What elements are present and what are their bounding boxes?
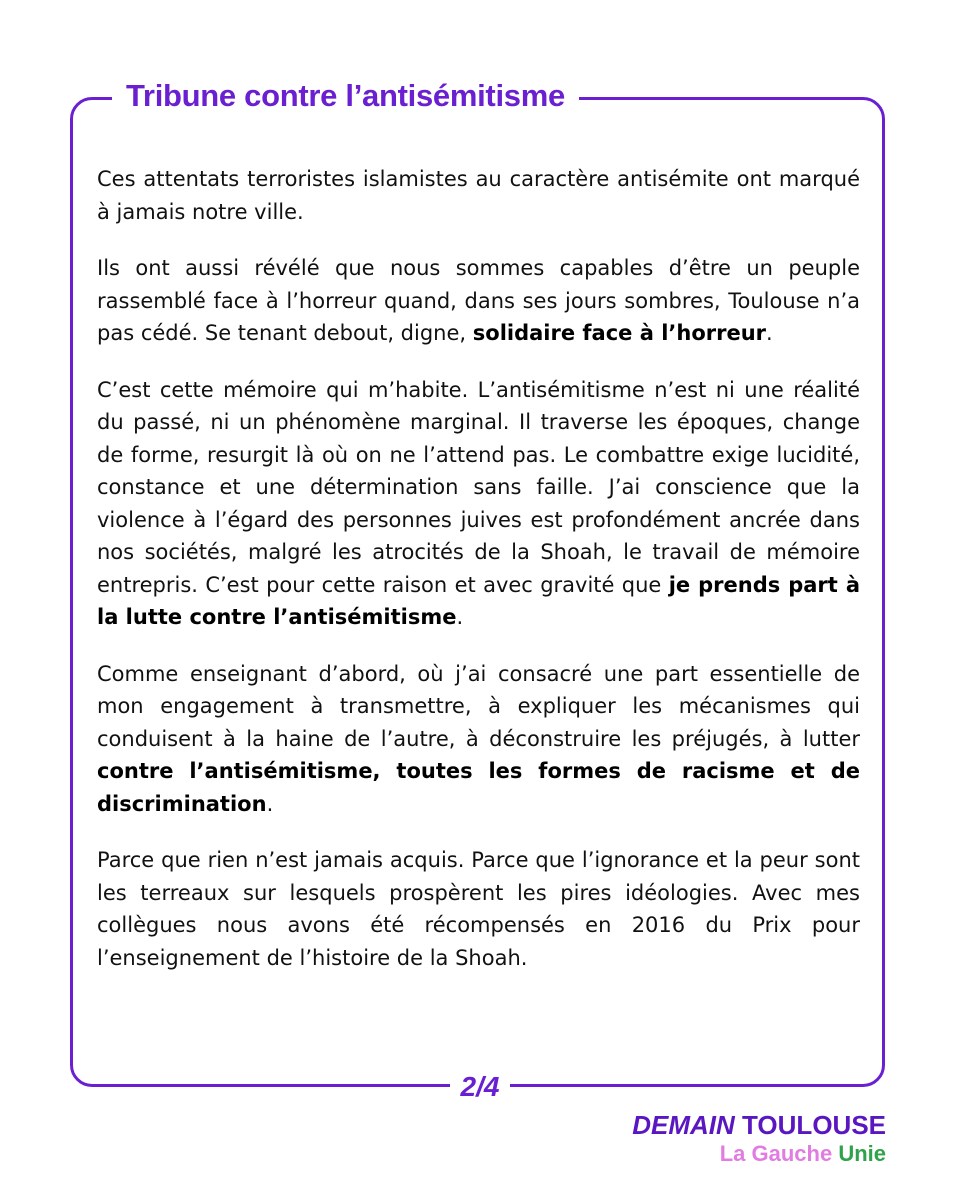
- brand-logo: [632, 1110, 886, 1168]
- paragraph: [97, 252, 860, 350]
- header: [112, 74, 579, 118]
- brand-unie: Unie: [838, 1141, 886, 1166]
- brand-la-gauche: La Gauche: [719, 1141, 839, 1166]
- paragraph-text: Ces attentats terroristes islamistes au caractère antisémite ont marqué à jamais notre ville.: [97, 167, 860, 224]
- brand-tagline: [632, 1140, 886, 1168]
- brand-demain: DEMAIN: [632, 1110, 735, 1140]
- paragraph-text: .: [766, 321, 773, 345]
- page-title: Tribune contre l’antisémitisme: [126, 78, 565, 113]
- paragraph-text: .: [266, 791, 274, 816]
- paragraph-text: Parce que rien n’est jamais acquis. Parce que l’ignorance et la peur sont les terreaux sur lesquels prospèrent les pires idéologies. Avec mes collègues nous avons été récompensés en 2016 du Prix pour l’enseignement de l’histoire de la Shoah.: [97, 848, 860, 970]
- paragraph: [97, 844, 860, 974]
- emphasis-text: solidaire face à l’horreur: [472, 321, 767, 345]
- paragraph: [97, 658, 860, 821]
- paragraph-text: C’est cette mémoire qui m’habite. L’antisémitisme n’est ni une réalité du passé, ni un phénomène marginal. Il traverse les époques, change de forme, resurgit là où on ne l’attend pas. Le combattre exige lucidité, constance et une détermination sans faille. J’ai conscience que la violence à l’égard des personnes juives est profondément ancrée dans nos sociétés, malgré les atrocités de la Shoah, le travail de mémoire entrepris. C’est pour cette raison et avec gravité que: [97, 377, 860, 597]
- pagination: [450, 1068, 510, 1106]
- emphasis-text: contre l’antisémitisme, toutes les formes de racisme et de discrimination: [97, 759, 860, 816]
- emphasis-text: je prends part à la lutte contre l’antisémitisme: [97, 572, 860, 629]
- paragraph: [97, 374, 860, 634]
- article-body: [97, 163, 860, 998]
- page-number: 2/4: [460, 1071, 500, 1102]
- paragraph-text: Comme enseignant d’abord, où j’ai consacré une part essentielle de mon engagement à transmettre, à expliquer les mécanismes qui conduisent à la haine de l’autre, à déconstruire les préjugés, à lutter: [97, 661, 860, 751]
- brand-name: [632, 1110, 886, 1140]
- paragraph: [97, 163, 860, 228]
- brand-toulouse: TOULOUSE: [734, 1110, 886, 1140]
- paragraph-text: Ils ont aussi révélé que nous sommes capables d’être un peuple rassemblé face à l’horreur quand, dans ses jours sombres, Toulouse n’a pas cédé. Se tenant debout, digne,: [97, 256, 860, 345]
- paragraph-text: .: [456, 605, 464, 629]
